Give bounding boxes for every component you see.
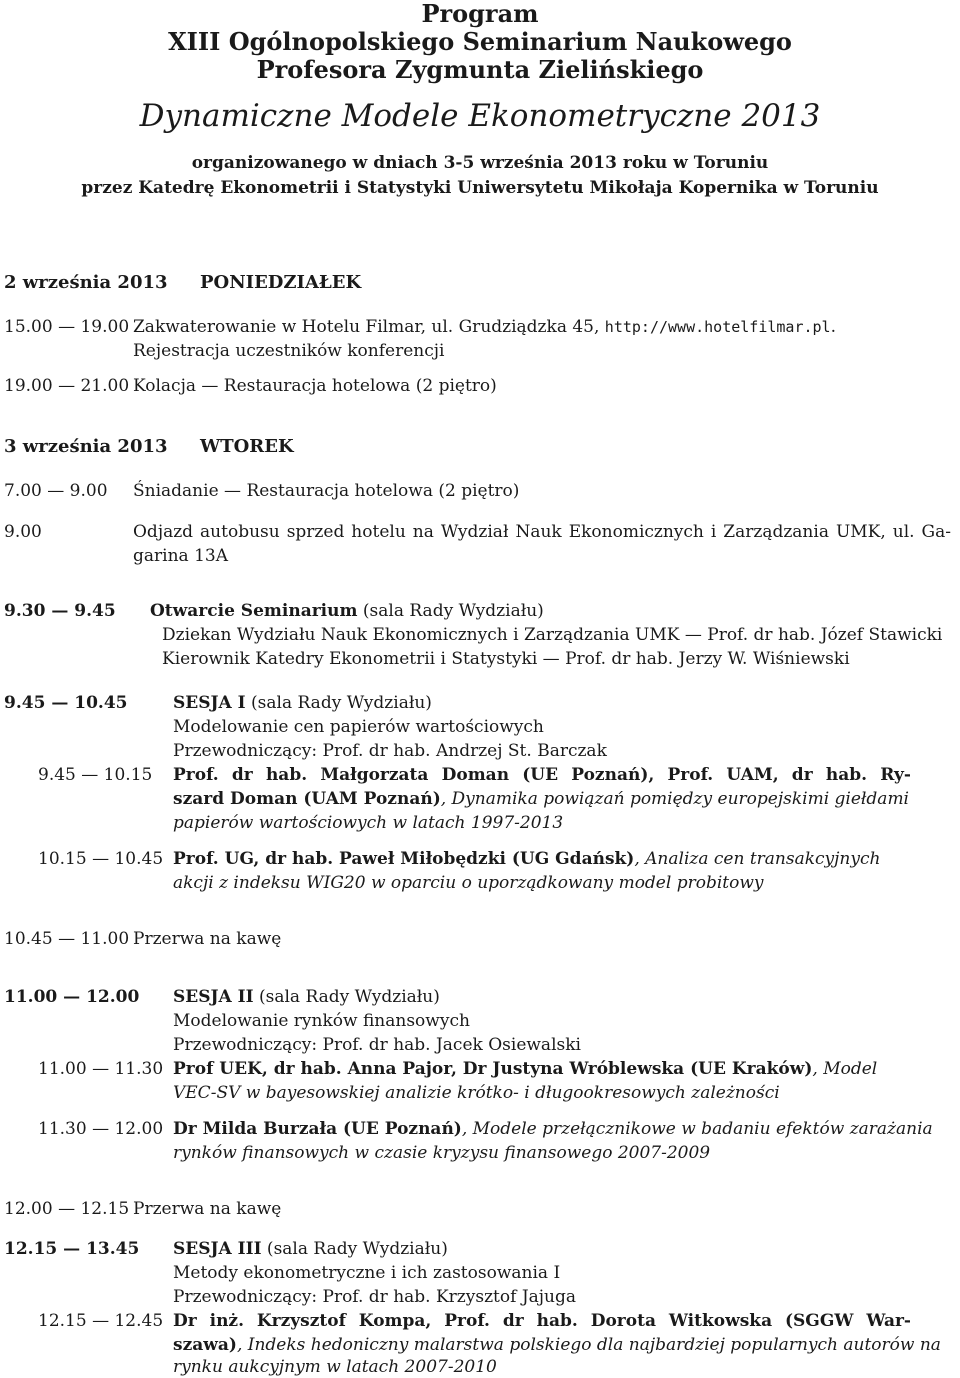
day1-event2-time: 19.00 — 21.00 xyxy=(4,376,130,396)
organizer-line-2: przez Katedrę Ekonometrii i Statystyki Uniwersytetu Mikołaja Kopernika w Toruniu xyxy=(81,178,879,198)
day2-event2-desc: Odjazd autobusu sprzed hotelu na Wydział Nauk Ekonomicznych i Zarządzania UMK, ul. Ga- xyxy=(133,522,951,542)
talk3-authors: Prof UEK, dr hab. Anna Pajor, Dr Justyna Wróblewska (UE Kraków) xyxy=(173,1059,813,1079)
session2-time: 11.00 — 12.00 xyxy=(4,987,140,1007)
opening-dean: Dziekan Wydziału Nauk Ekonomicznych i Zarządzania UMK — Prof. dr hab. Józef Stawicki xyxy=(162,625,943,645)
talk1-authors-cont: szard Doman (UAM Poznań) xyxy=(173,789,441,809)
hotel-link[interactable]: http://www.hotelfilmar.pl xyxy=(604,318,831,336)
talk4-title-cont: rynków finansowych w czasie kryzysu finansowego 2007-2009 xyxy=(173,1143,711,1163)
talk1-title: , Dynamika powiązań pomiędzy europejskimi giełdami xyxy=(440,789,909,809)
session2-title: SESJA II xyxy=(173,987,254,1007)
break1-text: Przerwa na kawę xyxy=(133,929,282,949)
day1-event1-time: 15.00 — 19.00 xyxy=(4,317,130,337)
day2-event1-desc: Śniadanie — Restauracja hotelowa (2 piętro) xyxy=(133,481,520,501)
day1-event1-desc xyxy=(133,316,836,338)
organizer-line-1: organizowanego w dniach 3-5 września 2013 roku w Toruniu xyxy=(191,153,769,173)
session2-chair: Przewodniczący: Prof. dr hab. Jacek Osiewalski xyxy=(173,1035,581,1055)
talk5-authors-cont: szawa) xyxy=(173,1335,237,1355)
talk5-title-cont: rynku aukcyjnym w latach 2007-2010 xyxy=(173,1357,497,1377)
session3-topic: Metody ekonometryczne i ich zastosowania I xyxy=(173,1263,561,1283)
break2-time: 12.00 — 12.15 xyxy=(4,1199,130,1219)
session1-time: 9.45 — 10.45 xyxy=(4,693,128,713)
talk2-authors: Prof. UG, dr hab. Paweł Miłobędzki (UG Gdańsk) xyxy=(173,849,635,869)
talk3-title: , Model xyxy=(812,1059,878,1079)
opening-head: Kierownik Katedry Ekonometrii i Statystyki — Prof. dr hab. Jerzy W. Wiśniewski xyxy=(162,649,850,669)
session3-heading xyxy=(173,1238,448,1260)
talk2-title: , Analiza cen transakcyjnych xyxy=(634,849,881,869)
seminar-patron: Profesora Zygmunta Zielińskiego xyxy=(256,55,704,84)
day2-date: 3 września 2013 xyxy=(4,436,168,457)
day1-weekday: PONIEDZIAŁEK xyxy=(200,272,362,293)
talk5-title: , Indeks hedoniczny malarstwa polskiego dla najbardziej popularnych autorów na xyxy=(236,1335,941,1355)
session1-title: SESJA I xyxy=(173,693,246,713)
opening-room: (sala Rady Wydziału) xyxy=(357,601,544,621)
talk1-time: 9.45 — 10.15 xyxy=(38,765,153,785)
day2-weekday: WTOREK xyxy=(200,436,294,457)
day2-event2-desc-line2: garina 13A xyxy=(133,546,228,566)
talk2-title-cont: akcji z indeksu WIG20 w oparciu o uporządkowany model probitowy xyxy=(173,873,764,893)
opening-heading xyxy=(150,600,544,622)
talk1-title-cont: papierów wartościowych w latach 1997-2013 xyxy=(173,813,564,833)
talk1-authors: Prof. dr hab. Małgorzata Doman (UE Poznań), Prof. UAM, dr hab. Ry- xyxy=(173,765,911,785)
opening-title: Otwarcie Seminarium xyxy=(150,601,358,621)
talk1-line2 xyxy=(173,788,909,810)
day1-event1-tail: . xyxy=(830,317,836,337)
break1-time: 10.45 — 11.00 xyxy=(4,929,130,949)
day2-event1-time: 7.00 — 9.00 xyxy=(4,481,108,501)
talk5-line2 xyxy=(173,1334,941,1356)
session3-title: SESJA III xyxy=(173,1239,262,1259)
session1-chair: Przewodniczący: Prof. dr hab. Andrzej St. Barczak xyxy=(173,741,607,761)
day1-event1-text: Zakwaterowanie w Hotelu Filmar, ul. Grudziądzka 45, xyxy=(133,317,605,337)
talk3-line1 xyxy=(173,1058,877,1080)
talk2-line1 xyxy=(173,848,880,870)
day1-date: 2 września 2013 xyxy=(4,272,168,293)
talk4-authors: Dr Milda Burzała (UE Poznań) xyxy=(173,1119,462,1139)
seminar-title: XIII Ogólnopolskiego Seminarium Naukowego xyxy=(168,27,792,56)
talk5-authors: Dr inż. Krzysztof Kompa, Prof. dr hab. Dorota Witkowska (SGGW War- xyxy=(173,1311,911,1331)
session3-time: 12.15 — 13.45 xyxy=(4,1239,140,1259)
talk5-time: 12.15 — 12.45 xyxy=(38,1311,164,1331)
talk3-title-cont: VEC-SV w bayesowskiej analizie krótko- i długookresowych zależności xyxy=(173,1083,780,1103)
talk3-time: 11.00 — 11.30 xyxy=(38,1059,164,1079)
opening-time: 9.30 — 9.45 xyxy=(4,601,116,621)
session3-room: (sala Rady Wydziału) xyxy=(261,1239,448,1259)
day2-event2-time: 9.00 xyxy=(4,522,42,542)
break2-text: Przerwa na kawę xyxy=(133,1199,282,1219)
day1-event2-desc: Kolacja — Restauracja hotelowa (2 piętro) xyxy=(133,376,497,396)
talk4-time: 11.30 — 12.00 xyxy=(38,1119,164,1139)
session2-room: (sala Rady Wydziału) xyxy=(253,987,440,1007)
session1-heading xyxy=(173,692,432,714)
session1-room: (sala Rady Wydziału) xyxy=(245,693,432,713)
talk4-line1 xyxy=(173,1118,933,1140)
session2-heading xyxy=(173,986,440,1008)
session1-topic: Modelowanie cen papierów wartościowych xyxy=(173,717,544,737)
day1-event1-desc-line2: Rejestracja uczestników konferencji xyxy=(133,341,445,361)
talk2-time: 10.15 — 10.45 xyxy=(38,849,164,869)
session2-topic: Modelowanie rynków finansowych xyxy=(173,1011,470,1031)
program-heading: Program xyxy=(421,0,539,28)
session3-chair: Przewodniczący: Prof. dr hab. Krzysztof Jajuga xyxy=(173,1287,577,1307)
talk4-title: , Modele przełącznikowe w badaniu efektów zarażania xyxy=(461,1119,933,1139)
conference-name: Dynamiczne Modele Ekonometryczne 2013 xyxy=(139,98,821,134)
